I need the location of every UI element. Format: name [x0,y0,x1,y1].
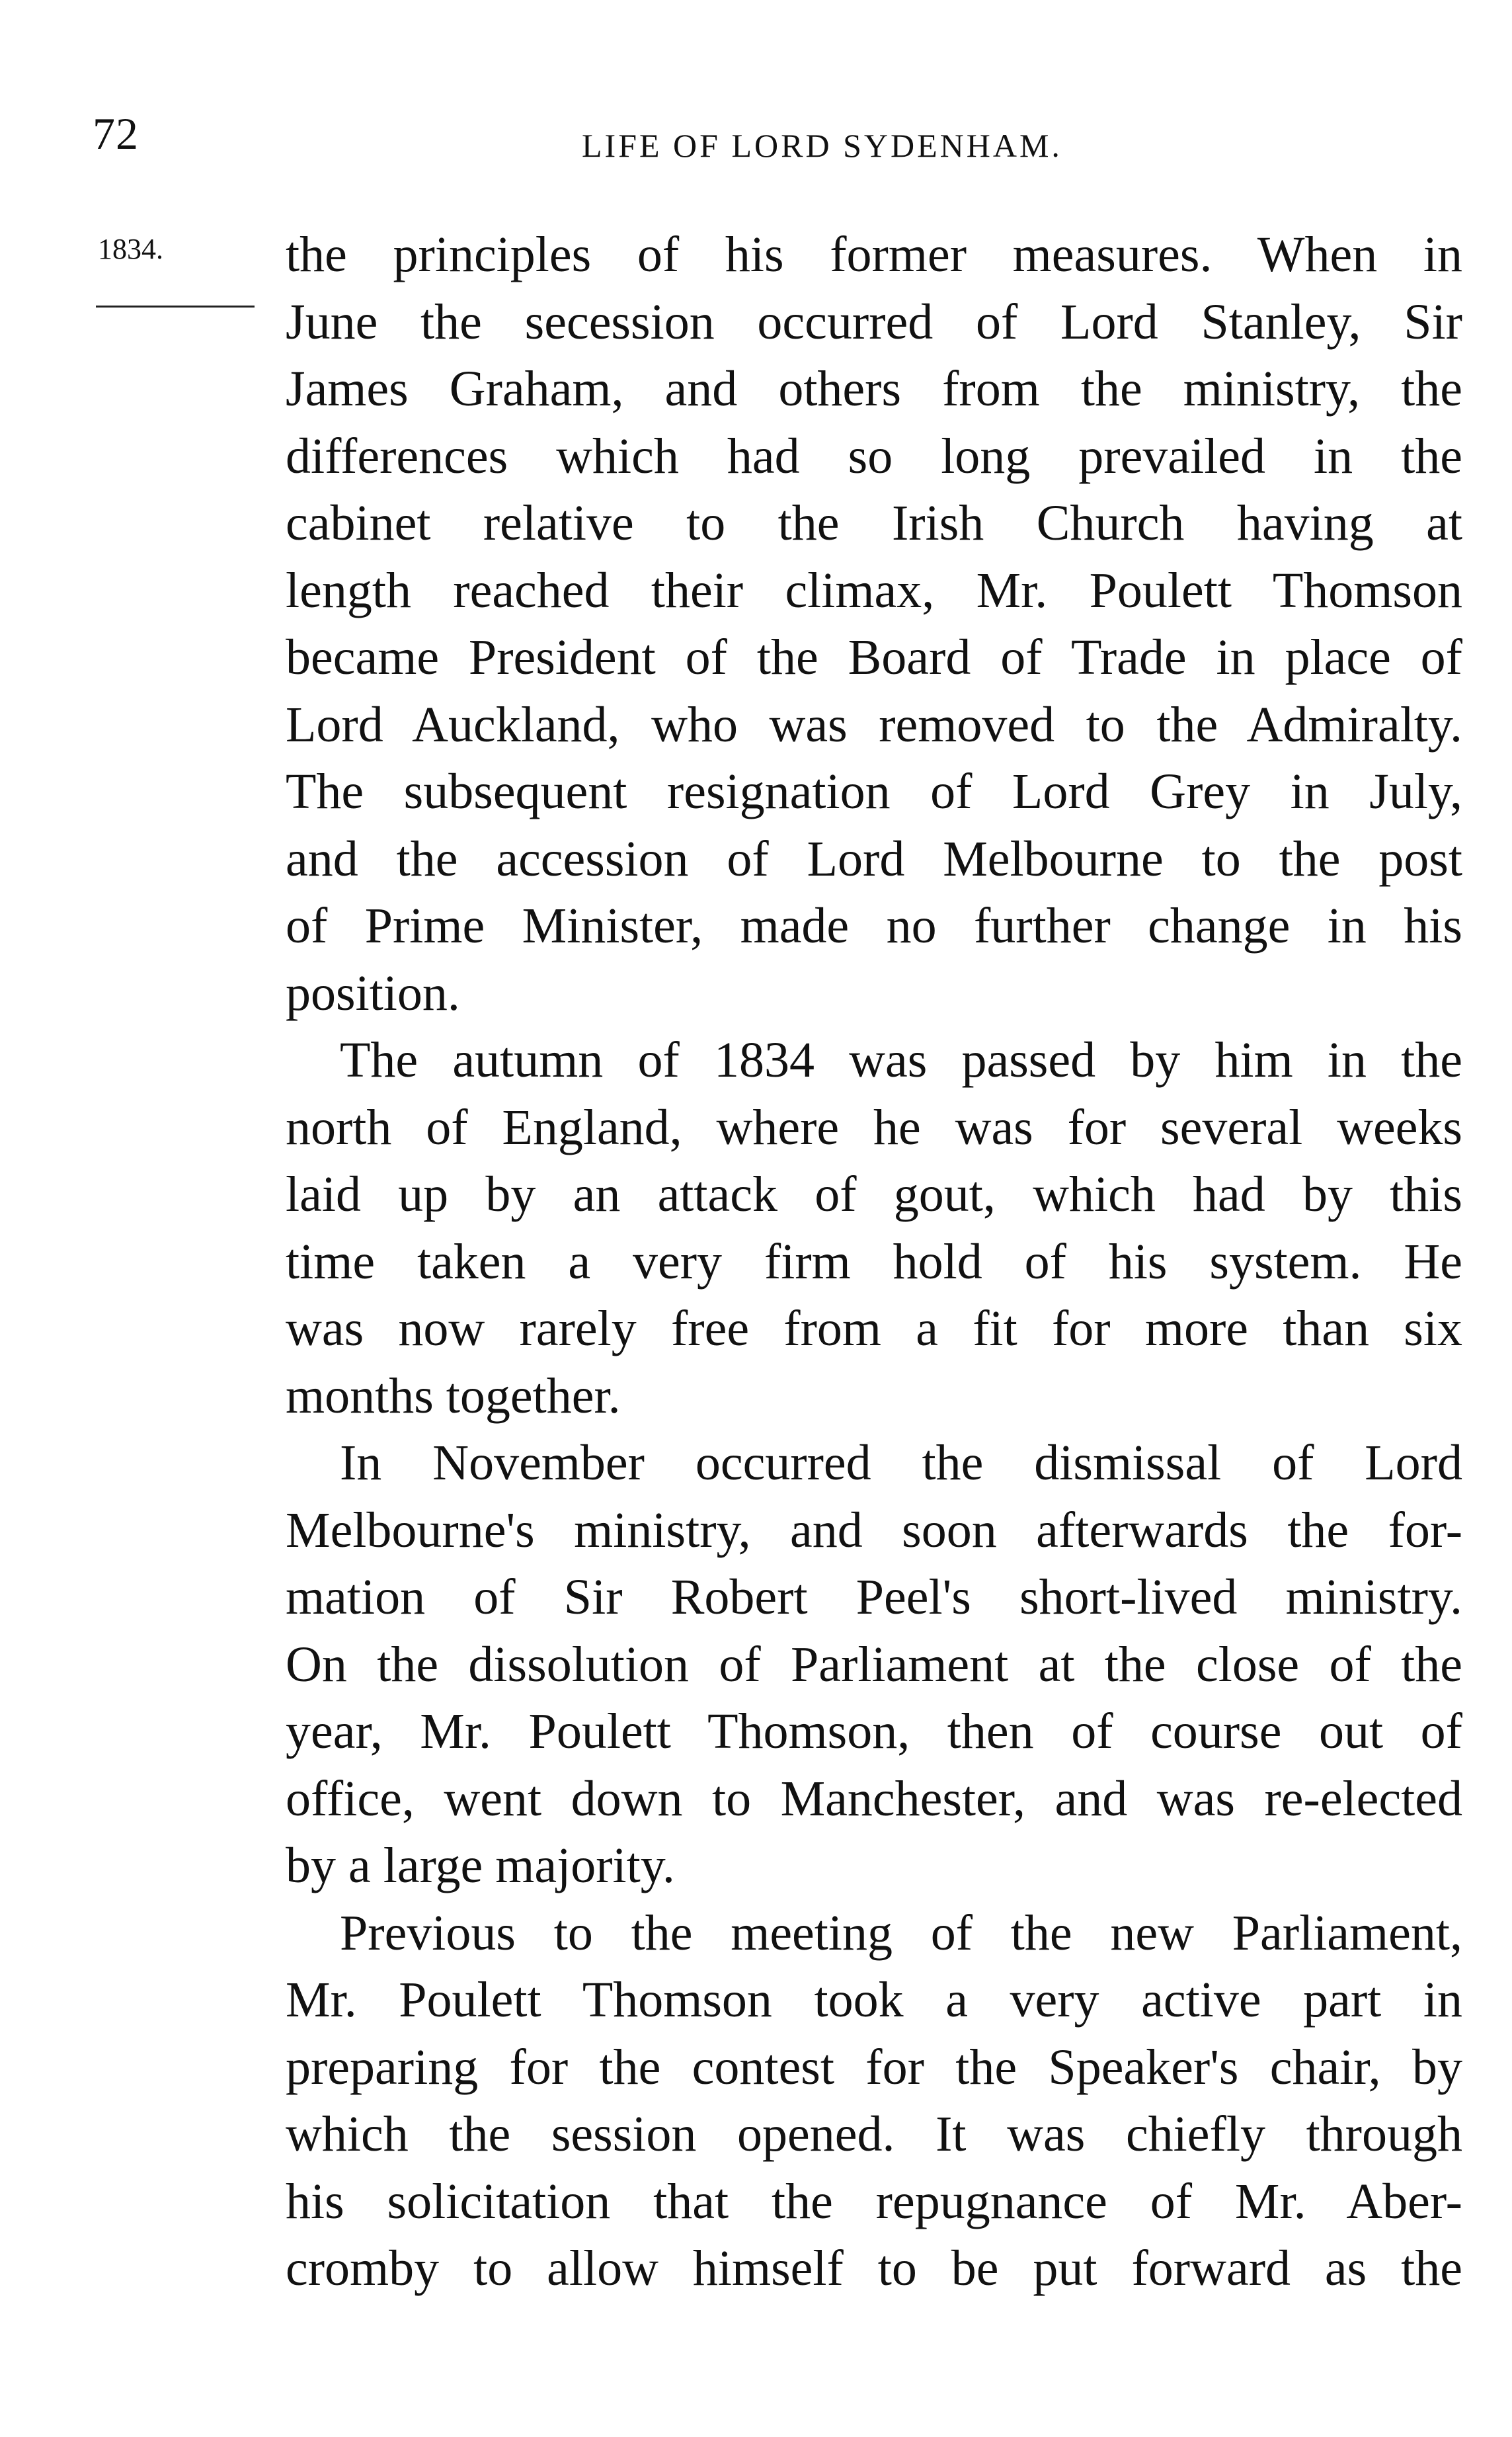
text-line: the principles of his former measures. When in [286,227,1462,282]
text-line: his solicitation that the repugnance of Mr. Aber- [286,2173,1462,2229]
text-line: north of England, where he was for several weeks [286,1099,1462,1155]
text-line: year, Mr. Poulett Thomson, then of course out of [286,1704,1462,1759]
text-line: which the session opened. It was chiefly through [286,2106,1462,2162]
text-line: Mr. Poulett Thomson took a very active part in [286,1972,1462,2028]
paragraph-4 [286,1900,1462,2303]
paragraph-3 [286,1430,1462,1900]
text-line: became President of the Board of Trade in place of [286,630,1462,685]
text-line: office, went down to Manchester, and was re-elected [286,1770,1462,1827]
text-line: James Graham, and others from the ministry, the [286,361,1462,417]
paragraph-1 [286,222,1462,1027]
text-line: cabinet relative to the Irish Church having at [286,495,1462,551]
text-line: June the secession occurred of Lord Stanley, Sir [286,294,1462,350]
text-line: The subsequent resignation of Lord Grey in July, [286,764,1462,819]
text-line: differences which had so long prevailed in the [286,428,1462,484]
text-line: Previous to the meeting of the new Parliament, [340,1905,1462,1961]
text-line: of Prime Minister, made no further change in his [286,898,1462,954]
text-line: length reached their climax, Mr. Poulett Thomson [286,562,1462,618]
text-line: was now rarely free from a fit for more than six [286,1301,1462,1356]
text-line: and the accession of Lord Melbourne to the post [286,831,1462,887]
text-line: time taken a very firm hold of his system. He [286,1233,1462,1290]
text-line: Lord Auckland, who was removed to the Admiralty. [286,696,1462,753]
page-number: 72 [93,108,139,159]
text-line: by a large majority. [286,1838,675,1893]
text-line: position. [286,965,460,1021]
text-line: mation of Sir Robert Peel's short-lived ministry. [286,1569,1462,1625]
text-line: months together. [286,1368,621,1424]
text-line: In November occurred the dismissal of Lord [340,1435,1462,1491]
text-line: The autumn of 1834 was passed by him in the [340,1032,1462,1088]
text-line: preparing for the contest for the Speaker's chair, by [286,2039,1462,2095]
margin-rule [96,306,255,308]
text-line: Melbourne's ministry, and soon afterwards the for- [286,1502,1462,1558]
text-line: cromby to allow himself to be put forward as the [286,2241,1462,2296]
text-line: On the dissolution of Parliament at the close of the [286,1636,1462,1692]
body-text [286,222,1462,2303]
text-line: laid up by an attack of gout, which had by this [286,1167,1462,1222]
paragraph-2 [286,1027,1462,1430]
running-head: LIFE OF LORD SYDENHAM. [582,127,1062,164]
margin-year: 1834. [98,233,163,265]
